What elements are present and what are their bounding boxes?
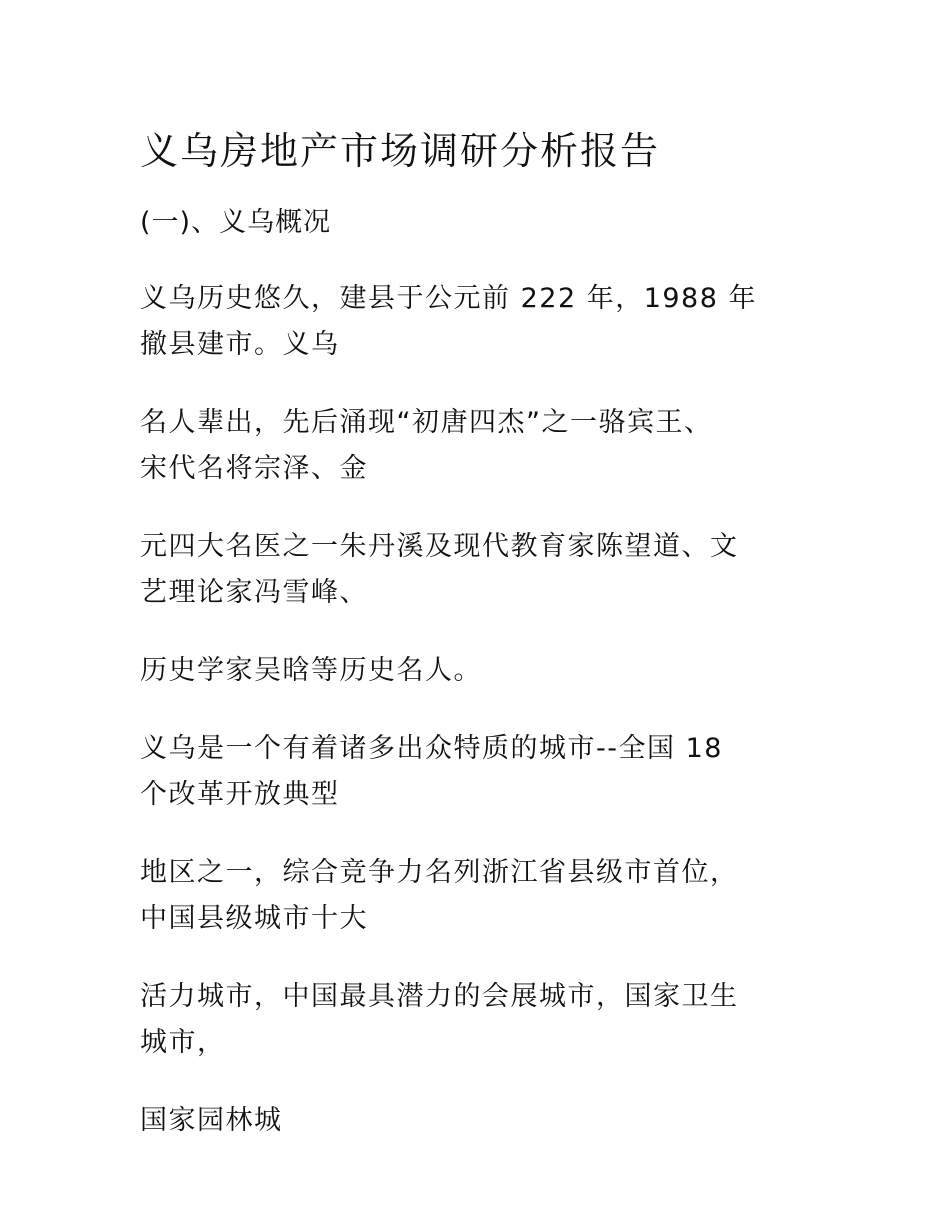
paragraph-notables-2 (140, 524, 815, 616)
paragraph-line: 国家园林城 (140, 1105, 283, 1136)
paragraph-notables-3 (140, 648, 815, 694)
paragraph-line: 义乌是一个有着诸多出众特质的城市--全国 18 (140, 733, 723, 764)
paragraph-city-traits-4 (140, 1098, 815, 1144)
paragraph-line: 义乌历史悠久，建县于公元前 222 年，1988 年 (140, 283, 757, 314)
section-heading: (一)、义乌概况 (140, 207, 332, 238)
paragraph-line: 撤县建市。义乌 (140, 329, 340, 360)
paragraph-line: 元四大名医之一朱丹溪及现代教育家陈望道、文 (140, 531, 739, 562)
document-title: 义乌房地产市场调研分析报告 (140, 129, 661, 173)
paragraph-line: 城市， (140, 1027, 226, 1058)
paragraph-line: 活力城市，中国最具潜力的会展城市，国家卫生 (140, 981, 739, 1012)
paragraph-line: 宋代名将宗泽、金 (140, 453, 368, 484)
paragraph-city-traits-3 (140, 974, 815, 1066)
paragraph-city-traits-1 (140, 726, 815, 818)
paragraph-line: 中国县级城市十大 (140, 903, 368, 934)
paragraph-line: 地区之一，综合竞争力名列浙江省县级市首位， (140, 857, 739, 888)
paragraph-notables-1 (140, 400, 815, 492)
paragraph-history (140, 276, 815, 368)
paragraph-line: 艺理论家冯雪峰、 (140, 577, 368, 608)
document-body (140, 126, 815, 1176)
paragraph-city-traits-2 (140, 850, 815, 942)
paragraph-line: 个改革开放典型 (140, 779, 340, 810)
paragraph-line: 历史学家吴晗等历史名人。 (140, 655, 482, 686)
paragraph-line: 名人辈出，先后涌现“初唐四杰”之一骆宾王、 (140, 407, 713, 438)
